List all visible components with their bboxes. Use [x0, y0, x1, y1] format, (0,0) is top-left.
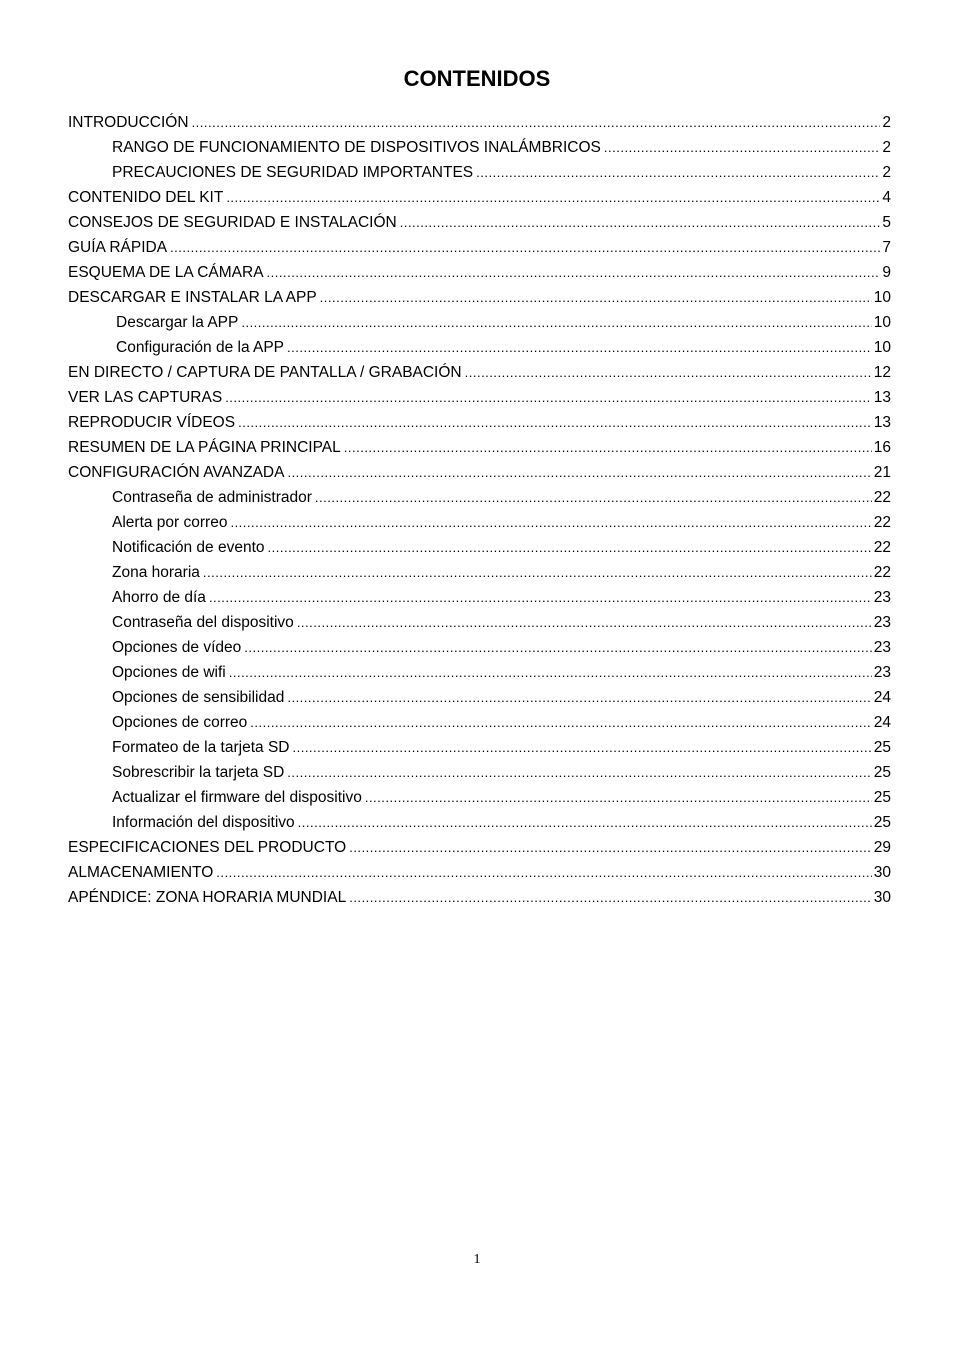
toc-entry-page: 23	[873, 664, 891, 681]
toc-entry-label: Zona horaria	[112, 564, 200, 581]
toc-dot-leader	[476, 160, 880, 185]
toc-dot-leader	[465, 360, 872, 385]
toc-entry-page: 7	[882, 239, 891, 256]
toc-dot-leader	[230, 510, 871, 535]
toc-entry[interactable]	[68, 685, 891, 710]
toc-entry-label: Contraseña del dispositivo	[112, 614, 294, 631]
toc-entry-page: 2	[882, 114, 891, 131]
toc-entry[interactable]	[68, 560, 891, 585]
page-number: 1	[473, 1252, 481, 1267]
toc-entry-page: 22	[873, 564, 891, 581]
toc-entry-label: CONSEJOS DE SEGURIDAD E INSTALACIÓN	[68, 214, 397, 231]
toc-dot-leader	[604, 135, 880, 160]
toc-entry-label: Información del dispositivo	[112, 814, 295, 831]
toc-entry[interactable]	[68, 785, 891, 810]
toc-entry-label: ESQUEMA DE LA CÁMARA	[68, 264, 264, 281]
toc-entry-page: 2	[882, 139, 891, 156]
toc-dot-leader	[209, 585, 872, 610]
toc-entry-page: 24	[873, 714, 891, 731]
toc-entry[interactable]	[68, 460, 891, 485]
toc-entry-page: 25	[873, 739, 891, 756]
toc-entry-label: Opciones de correo	[112, 714, 248, 731]
toc-entry-page: 25	[873, 814, 891, 831]
toc-entry[interactable]	[68, 435, 891, 460]
toc-entry[interactable]	[68, 410, 891, 435]
toc-entry-label: Contraseña de administrador	[112, 489, 312, 506]
toc-entry-page: 5	[882, 214, 891, 231]
toc-entry-label: Opciones de sensibilidad	[112, 689, 285, 706]
toc-entry-page: 30	[873, 889, 891, 906]
toc-entry-label: RANGO DE FUNCIONAMIENTO DE DISPOSITIVOS INALÁMBRICOS	[112, 139, 601, 156]
toc-dot-leader	[241, 310, 871, 335]
toc-entry-page: 22	[873, 539, 891, 556]
toc-entry-label: Descargar la APP	[116, 314, 239, 331]
toc-entry-page: 10	[873, 339, 891, 356]
toc-dot-leader	[216, 860, 871, 885]
toc-entry[interactable]	[68, 385, 891, 410]
toc-entry-label: Opciones de wifi	[112, 664, 226, 681]
toc-entry[interactable]	[68, 285, 891, 310]
toc-dot-leader	[400, 210, 881, 235]
toc-entry[interactable]	[68, 860, 891, 885]
toc-entry-label: GUÍA RÁPIDA	[68, 239, 168, 256]
toc-entry-page: 2	[882, 164, 891, 181]
toc-entry-label: CONTENIDO DEL KIT	[68, 189, 224, 206]
toc-dot-leader	[192, 110, 881, 135]
toc-entry[interactable]	[68, 185, 891, 210]
toc-dot-leader	[225, 385, 872, 410]
toc-entry-label: Configuración de la APP	[116, 339, 285, 356]
toc-dot-leader	[287, 760, 871, 785]
toc-entry-label: Opciones de vídeo	[112, 639, 242, 656]
toc-entry[interactable]	[68, 585, 891, 610]
toc-entry[interactable]	[68, 210, 891, 235]
toc-dot-leader	[203, 560, 872, 585]
toc-entry-label: VER LAS CAPTURAS	[68, 389, 223, 406]
toc-dot-leader	[320, 285, 872, 310]
toc-entry-page: 10	[873, 289, 891, 306]
toc-dot-leader	[226, 185, 880, 210]
toc-entry[interactable]	[68, 310, 891, 335]
toc-dot-leader	[287, 685, 871, 710]
toc-entry[interactable]	[68, 660, 891, 685]
toc-dot-leader	[349, 885, 872, 910]
toc-entry-page: 30	[873, 864, 891, 881]
toc-entry-page: 21	[873, 464, 891, 481]
toc-dot-leader	[297, 610, 872, 635]
toc-entry-label: Alerta por correo	[112, 514, 228, 531]
toc-entry-page: 10	[873, 314, 891, 331]
toc-entry-page: 16	[873, 439, 891, 456]
toc-entry-label: EN DIRECTO / CAPTURA DE PANTALLA / GRABACIÓN	[68, 364, 462, 381]
toc-entry-label: APÉNDICE: ZONA HORARIA MUNDIAL	[68, 889, 347, 906]
toc-entry-label: ESPECIFICACIONES DEL PRODUCTO	[68, 839, 347, 856]
toc-dot-leader	[287, 335, 872, 360]
toc-entry[interactable]	[68, 885, 891, 910]
toc-entry[interactable]	[68, 135, 891, 160]
toc-entry[interactable]	[68, 485, 891, 510]
toc-entry-page: 12	[873, 364, 891, 381]
toc-entry[interactable]	[68, 510, 891, 535]
toc-entry-label: Ahorro de día	[112, 589, 206, 606]
toc-entry-page: 29	[873, 839, 891, 856]
toc-dot-leader	[229, 660, 872, 685]
toc-entry[interactable]	[68, 635, 891, 660]
toc-entry-label: ALMACENAMIENTO	[68, 864, 214, 881]
table-of-contents	[68, 110, 891, 910]
toc-entry[interactable]	[68, 835, 891, 860]
toc-entry-page: 22	[873, 489, 891, 506]
toc-entry[interactable]	[68, 735, 891, 760]
toc-entry[interactable]	[68, 110, 891, 135]
toc-entry[interactable]	[68, 235, 891, 260]
toc-dot-leader	[298, 810, 872, 835]
toc-entry-page: 24	[873, 689, 891, 706]
toc-dot-leader	[268, 535, 872, 560]
toc-dot-leader	[267, 260, 881, 285]
toc-entry-page: 4	[882, 189, 891, 206]
toc-entry[interactable]	[68, 160, 891, 185]
toc-entry[interactable]	[68, 535, 891, 560]
toc-entry-page: 25	[873, 764, 891, 781]
toc-entry-label: CONFIGURACIÓN AVANZADA	[68, 464, 285, 481]
toc-entry-label: PRECAUCIONES DE SEGURIDAD IMPORTANTES	[112, 164, 474, 181]
toc-entry[interactable]	[68, 360, 891, 385]
toc-entry-page: 9	[882, 264, 891, 281]
toc-entry-page: 25	[873, 789, 891, 806]
toc-entry[interactable]	[68, 810, 891, 835]
toc-entry-label: Formateo de la tarjeta SD	[112, 739, 290, 756]
toc-entry-page: 23	[873, 614, 891, 631]
toc-dot-leader	[315, 485, 872, 510]
toc-entry-page: 23	[873, 639, 891, 656]
toc-entry[interactable]	[68, 335, 891, 360]
toc-entry-label: RESUMEN DE LA PÁGINA PRINCIPAL	[68, 439, 341, 456]
toc-dot-leader	[250, 710, 871, 735]
toc-dot-leader	[170, 235, 880, 260]
toc-entry-label: Notificación de evento	[112, 539, 265, 556]
toc-entry-label: Sobrescribir la tarjeta SD	[112, 764, 285, 781]
toc-entry-label: INTRODUCCIÓN	[68, 114, 189, 131]
toc-dot-leader	[365, 785, 872, 810]
toc-dot-leader	[349, 835, 872, 860]
toc-dot-leader	[287, 460, 871, 485]
toc-entry[interactable]	[68, 260, 891, 285]
toc-dot-leader	[238, 410, 872, 435]
toc-dot-leader	[292, 735, 871, 760]
toc-dot-leader	[244, 635, 871, 660]
toc-dot-leader	[344, 435, 872, 460]
toc-entry-label: DESCARGAR E INSTALAR LA APP	[68, 289, 317, 306]
toc-entry[interactable]	[68, 610, 891, 635]
toc-entry-page: 13	[873, 414, 891, 431]
page-title: CONTENIDOS	[403, 66, 551, 91]
toc-entry-label: Actualizar el firmware del dispositivo	[112, 789, 362, 806]
toc-entry-label: REPRODUCIR VÍDEOS	[68, 414, 236, 431]
toc-entry-page: 23	[873, 589, 891, 606]
toc-entry-page: 22	[873, 514, 891, 531]
toc-entry[interactable]	[68, 710, 891, 735]
toc-entry[interactable]	[68, 760, 891, 785]
toc-entry-page: 13	[873, 389, 891, 406]
